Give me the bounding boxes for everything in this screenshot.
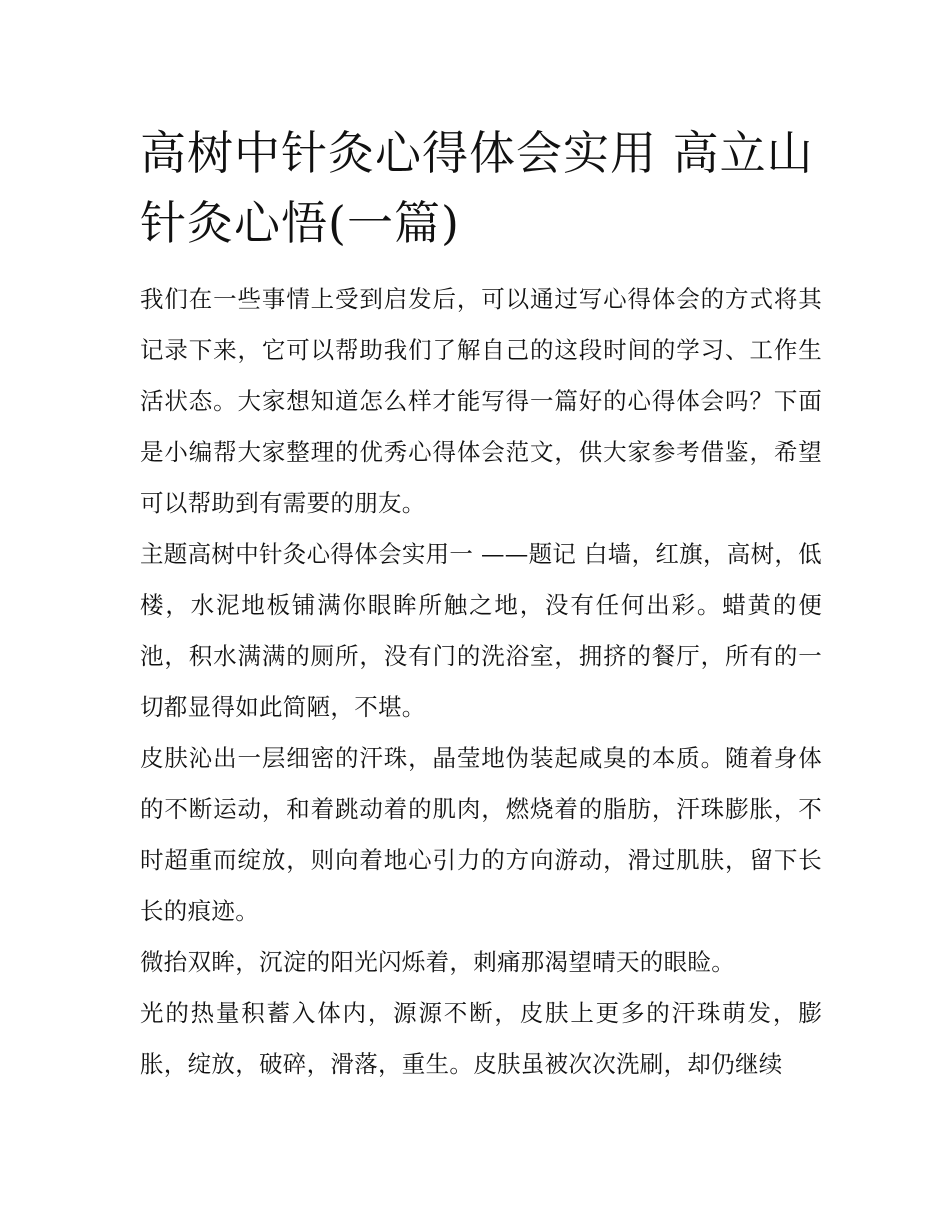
document-body — [140, 274, 822, 1090]
paragraph-skin: 皮肤沁出一层细密的汗珠，晶莹地伪装起咸臭的本质。随着身体的不断运动，和着跳动着的肌肉，燃烧着的脂肪，汗珠膨胀，不时超重而绽放，则向着地心引力的方向游动，滑过肌肤，留下长长的痕迹。 — [140, 744, 822, 925]
paragraph-light: 光的热量积蓄入体内，源源不断，皮肤上更多的汗珠萌发，膨胀，绽放，破碎，滑落，重生。皮肤虽被次次洗刷，却仍继续 — [140, 999, 822, 1078]
paragraph-eyes: 微抬双眸，沉淀的阳光闪烁着，刺痛那渴望晴天的眼睑。 — [140, 948, 735, 976]
paragraph-topic: 主题高树中针灸心得体会实用一 ——题记 白墙，红旗，高树，低楼，水泥地板铺满你眼眸所触之地，没有任何出彩。蜡黄的便池，积水满满的厕所，没有门的洗浴室，拥挤的餐厅，所有的一切都显得如此简陋，不堪。 — [140, 540, 822, 721]
document-title: 高树中针灸心得体会实用 高立山针灸心悟(一篇) — [140, 126, 814, 250]
paragraph-intro: 我们在一些事情上受到启发后，可以通过写心得体会的方式将其记录下来，它可以帮助我们了解自己的这段时间的学习、工作生活状态。大家想知道怎么样才能写得一篇好的心得体会吗？下面是小编帮大家整理的优秀心得体会范文，供大家参考借鉴，希望可以帮助到有需要的朋友。 — [140, 285, 822, 517]
